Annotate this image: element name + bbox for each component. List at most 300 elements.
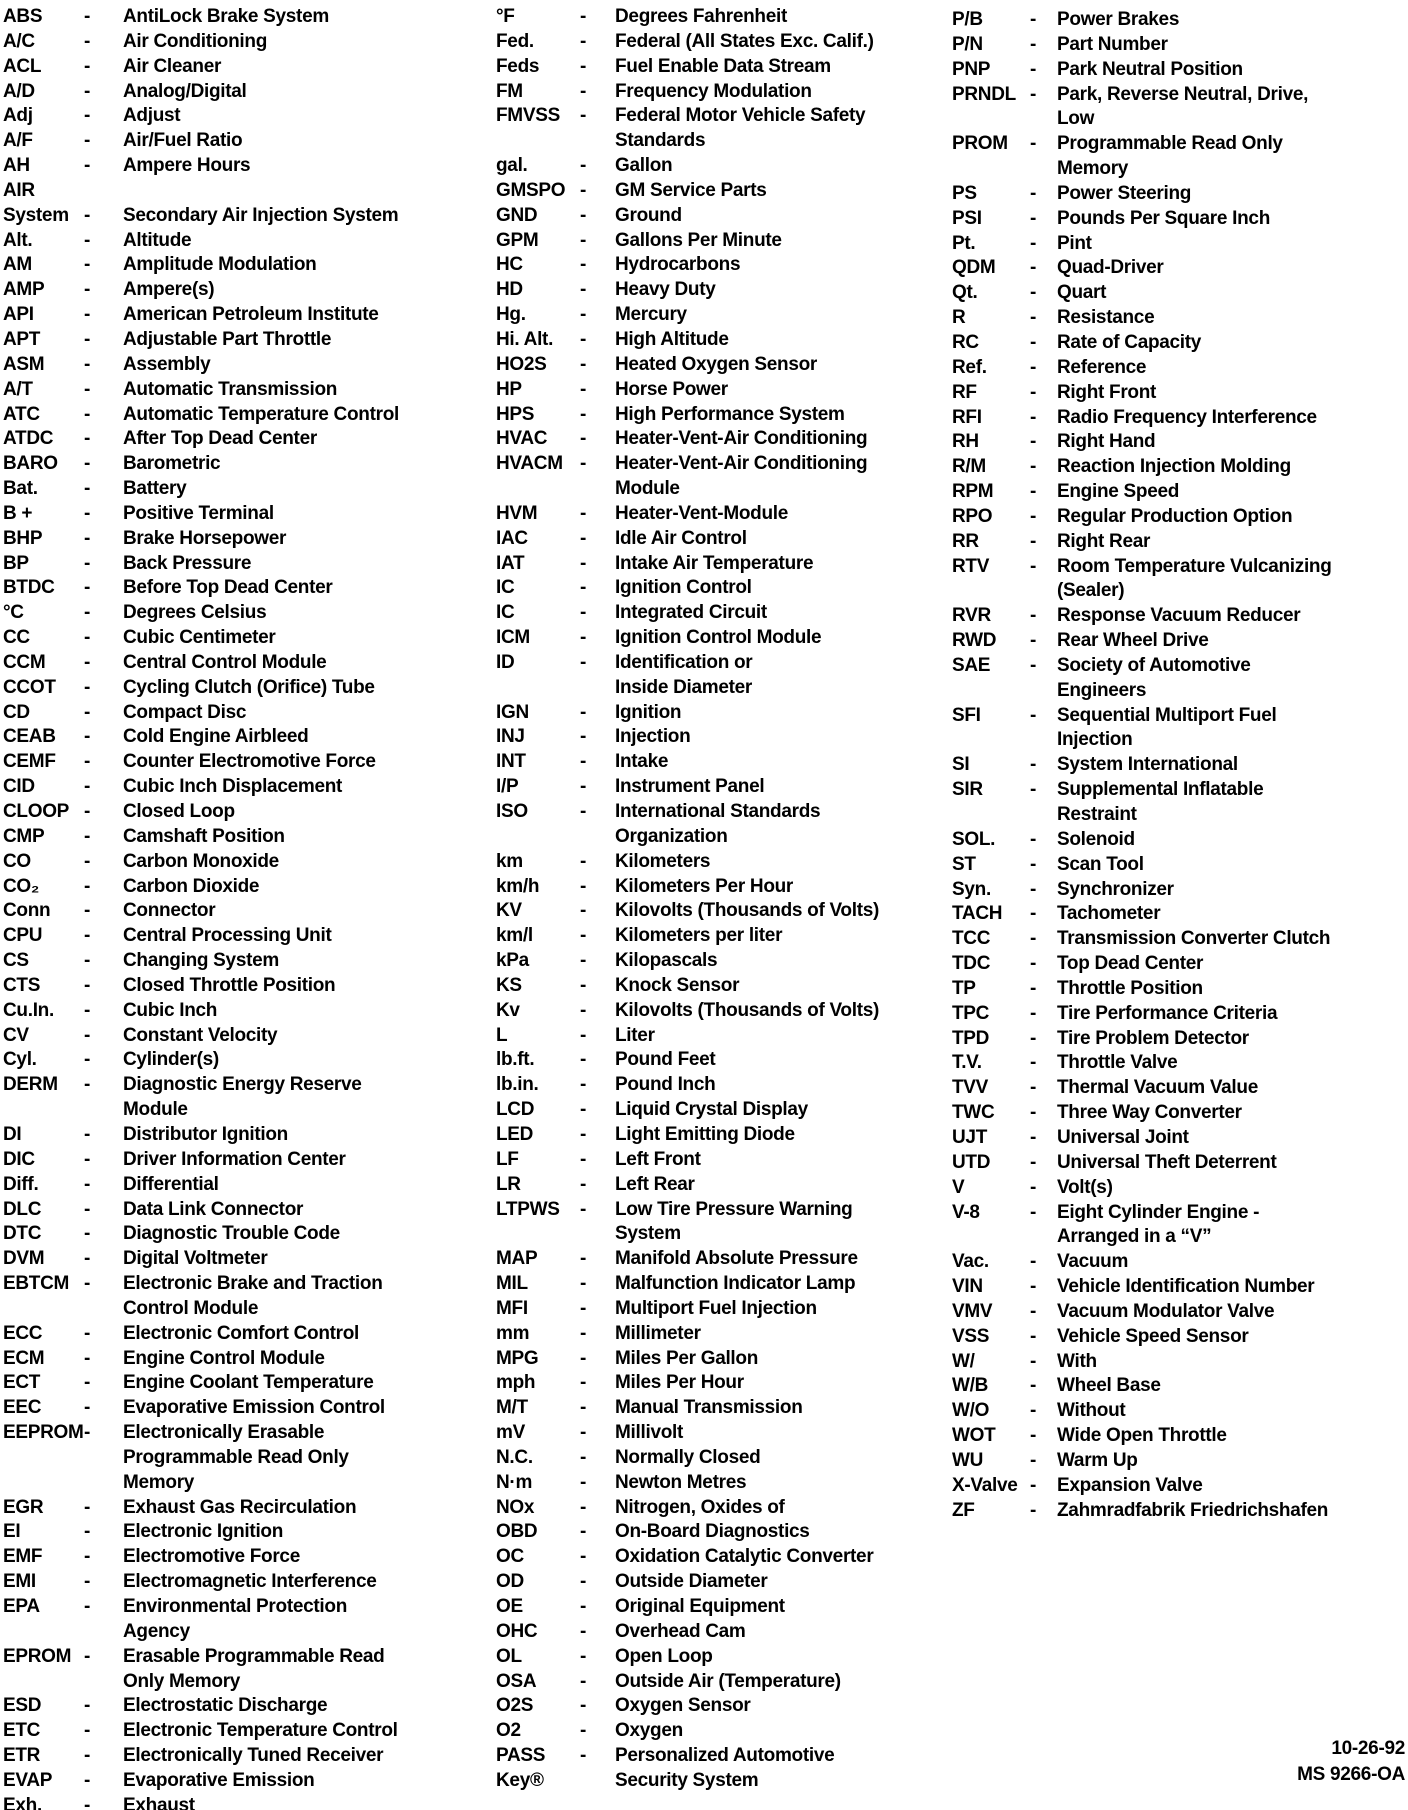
abbreviation-text: LED (496, 1123, 534, 1145)
dash-separator: - (1030, 207, 1037, 229)
definition-line: Counter Electromotive Force (123, 751, 376, 773)
definition-line: Heated Oxygen Sensor (615, 353, 818, 375)
abbreviation-text: R (952, 307, 966, 329)
abbreviation (3, 378, 84, 403)
definition-line: Personalized Automotive (615, 1745, 835, 1767)
definition-line: Quart (1057, 282, 1107, 304)
abbreviation (496, 576, 580, 601)
definition (123, 601, 266, 626)
abbreviation (3, 999, 84, 1024)
definition (123, 999, 217, 1024)
abbreviation (952, 430, 1030, 455)
glossary-entry (3, 1048, 443, 1073)
glossary-entry (952, 753, 1408, 778)
dash-separator: - (84, 1049, 91, 1071)
glossary-entry (3, 154, 443, 179)
glossary-entry (952, 853, 1408, 878)
abbreviation (496, 1173, 580, 1198)
definition-line: Digital Voltmeter (123, 1248, 268, 1270)
definition-line: Pounds Per Square Inch (1057, 207, 1271, 229)
abbreviation-text: ZF (952, 1499, 975, 1521)
glossary-entry (952, 1275, 1408, 1300)
glossary-entry (3, 999, 443, 1024)
abbreviation (3, 1347, 84, 1372)
definition (1057, 1002, 1277, 1027)
glossary-entry (496, 701, 946, 726)
glossary-entry (496, 800, 946, 850)
abbreviation-text: CV (3, 1024, 29, 1046)
abbreviation (3, 1123, 84, 1148)
glossary-entry (496, 949, 946, 974)
glossary-entry (3, 1222, 443, 1247)
abbreviation (952, 629, 1030, 654)
abbreviation (496, 552, 580, 577)
dash-separator: - (580, 155, 587, 177)
abbreviation (3, 328, 84, 353)
abbreviation (952, 505, 1030, 530)
definition-line: Heater-Vent-Module (615, 502, 789, 524)
definition (123, 1595, 347, 1645)
glossary-entry (3, 129, 443, 154)
glossary-entry (496, 899, 946, 924)
dash-separator: - (1030, 481, 1037, 503)
definition-line: Degrees Fahrenheit (615, 6, 787, 27)
abbreviation (496, 1620, 580, 1645)
dash-separator: - (580, 602, 587, 624)
abbreviation (3, 104, 84, 129)
abbreviation (3, 1545, 84, 1570)
definition-line: Tire Problem Detector (1057, 1027, 1249, 1049)
glossary-entry (3, 775, 443, 800)
abbreviation-text: GND (496, 204, 538, 226)
definition-line: Open Loop (615, 1645, 713, 1667)
abbreviation (496, 104, 580, 129)
glossary-entry (496, 1620, 946, 1645)
glossary-entry (3, 651, 443, 676)
abbreviation (952, 232, 1030, 257)
definition (615, 1421, 683, 1446)
dash-separator: - (84, 105, 91, 127)
definition-line: Organization (615, 825, 728, 847)
abbreviation-text: TDC (952, 953, 991, 975)
abbreviation-text: OBD (496, 1521, 538, 1543)
definition-line: Memory (123, 1471, 195, 1493)
glossary-entry (952, 1424, 1408, 1449)
abbreviation-text: Fed. (496, 30, 534, 52)
abbreviation-text: T.V. (952, 1052, 982, 1074)
definition (123, 129, 242, 154)
footer-doc-code: MS 9266-OA (1297, 1764, 1405, 1785)
abbreviation (3, 1645, 84, 1670)
glossary-entry (3, 502, 443, 527)
definition-line: Agency (123, 1620, 190, 1642)
abbreviation (496, 875, 580, 900)
abbreviation (3, 353, 84, 378)
definition-line: Intake (615, 751, 669, 773)
abbreviation (952, 1250, 1030, 1275)
abbreviation-text: CID (3, 776, 35, 798)
abbreviation (3, 725, 84, 750)
abbreviation (3, 1520, 84, 1545)
dash-separator: - (580, 254, 587, 276)
abbreviation-text: A/T (3, 378, 33, 400)
glossary-entry (496, 1073, 946, 1098)
definition (1057, 1151, 1277, 1176)
abbreviation-text: PRNDL (952, 83, 1016, 105)
definition-line: Left Front (615, 1148, 701, 1170)
abbreviation-text: OC (496, 1546, 524, 1568)
definition-line: Solenoid (1057, 828, 1135, 850)
definition-line: Multiport Fuel Injection (615, 1297, 817, 1319)
glossary-entry (3, 1148, 443, 1173)
definition (615, 924, 782, 949)
definition-line: Gallon (615, 155, 673, 177)
dash-separator: - (580, 726, 587, 748)
abbreviation (496, 1496, 580, 1521)
definition-line: Standards (615, 130, 706, 152)
glossary-entry (952, 1027, 1408, 1052)
dash-separator: - (580, 627, 587, 649)
definition-line: Intake Air Temperature (615, 552, 814, 574)
glossary-entry (3, 676, 443, 701)
abbreviation-text: Exh. (3, 1794, 42, 1810)
definition (615, 1173, 695, 1198)
abbreviation-text: ECC (3, 1322, 43, 1344)
dash-separator: - (580, 1446, 587, 1468)
glossary-entry (3, 1694, 443, 1719)
abbreviation-text: PROM (952, 133, 1008, 155)
abbreviation (496, 30, 580, 55)
abbreviation (496, 601, 580, 626)
abbreviation-text: HP (496, 378, 522, 400)
definition-line: Kilometers (615, 850, 711, 872)
definition-line: Kilometers Per Hour (615, 875, 794, 897)
definition (615, 1595, 785, 1620)
dash-separator: - (84, 1794, 91, 1810)
definition-line: Air/Fuel Ratio (123, 130, 243, 152)
abbreviation (496, 1048, 580, 1073)
abbreviation-text: CS (3, 950, 29, 972)
abbreviation-text: °F (496, 6, 515, 27)
abbreviation-text: IAT (496, 552, 525, 574)
abbreviation (952, 480, 1030, 505)
abbreviation (3, 899, 84, 924)
abbreviation (496, 1471, 580, 1496)
abbreviation-text: KV (496, 900, 522, 922)
definition (615, 750, 668, 775)
definition-line: Ampere(s) (123, 279, 215, 301)
definition-line: Idle Air Control (615, 527, 747, 549)
abbreviation (952, 58, 1030, 83)
glossary-entry (952, 356, 1408, 381)
abbreviation-text: A/D (3, 80, 35, 102)
definition-line: Assembly (123, 353, 211, 375)
definition (123, 974, 335, 999)
abbreviation (952, 1275, 1030, 1300)
glossary-entry (496, 30, 946, 55)
definition (1057, 1350, 1097, 1375)
abbreviation-text: BTDC (3, 577, 55, 599)
abbreviation (3, 403, 84, 428)
dash-separator: - (84, 353, 91, 375)
definition-line: Right Hand (1057, 431, 1156, 453)
glossary-entry (3, 825, 443, 850)
definition-line: Fuel Enable Data Stream (615, 55, 831, 77)
dash-separator: - (84, 1173, 91, 1195)
definition-line: American Petroleum Institute (123, 304, 379, 326)
definition (123, 353, 210, 378)
glossary-entry (496, 427, 946, 452)
abbreviation (496, 452, 580, 477)
abbreviation-text: DTC (3, 1223, 42, 1245)
abbreviation-text: CCOT (3, 676, 56, 698)
abbreviation-text: Vac. (952, 1251, 989, 1273)
dash-separator: - (1030, 555, 1037, 577)
abbreviation (3, 800, 84, 825)
abbreviation-text: O2 (496, 1720, 521, 1742)
definition (615, 1396, 803, 1421)
abbreviation-text: VMV (952, 1300, 993, 1322)
definition (123, 527, 286, 552)
glossary-entry (952, 8, 1408, 33)
definition (123, 1421, 349, 1496)
definition-line: Mercury (615, 304, 687, 326)
definition (615, 229, 782, 254)
dash-separator: - (1030, 953, 1037, 975)
abbreviation (496, 800, 580, 825)
definition-line: Ignition Control Module (615, 627, 822, 649)
dash-separator: - (1030, 1151, 1037, 1173)
glossary-entry (496, 1371, 946, 1396)
glossary-entry (496, 576, 946, 601)
abbreviation (496, 204, 580, 229)
definition-line: Cubic Centimeter (123, 627, 276, 649)
abbreviation-text: L (496, 1024, 508, 1046)
dash-separator: - (1030, 779, 1037, 801)
definition (615, 601, 767, 626)
abbreviation (496, 229, 580, 254)
abbreviation (952, 1325, 1030, 1350)
dash-separator: - (580, 1173, 587, 1195)
definition (123, 378, 337, 403)
definition-line: Society of Automotive (1057, 654, 1251, 676)
definition-line: Right Front (1057, 381, 1157, 403)
definition (123, 1123, 288, 1148)
definition-line: Newton Metres (615, 1471, 747, 1493)
dash-separator: - (84, 627, 91, 649)
abbreviation-text: Feds (496, 55, 540, 77)
definition (1057, 132, 1283, 182)
definition-line: Power Steering (1057, 182, 1192, 204)
abbreviation-text: TCC (952, 928, 991, 950)
glossary-entry (952, 902, 1408, 927)
definition-line: Knock Sensor (615, 974, 740, 996)
dash-separator: - (580, 1099, 587, 1121)
glossary-entry (3, 1396, 443, 1421)
glossary-entry (3, 477, 443, 502)
glossary-entry (3, 949, 443, 974)
definition (123, 1719, 398, 1744)
abbreviation (496, 1347, 580, 1372)
definition (123, 229, 191, 254)
definition (1057, 1325, 1248, 1350)
definition (123, 154, 250, 179)
definition (123, 1247, 267, 1272)
abbreviation (3, 1744, 84, 1769)
abbreviation-text: Cyl. (3, 1049, 37, 1071)
abbreviation (952, 1051, 1030, 1076)
definition-line: Differential (123, 1173, 219, 1195)
abbreviation (3, 1272, 84, 1297)
glossary-entry (3, 229, 443, 254)
abbreviation (3, 179, 84, 204)
abbreviation (952, 306, 1030, 331)
abbreviation-text: Alt. (3, 229, 33, 251)
abbreviation-text: PASS (496, 1745, 546, 1767)
definition-line: Light Emitting Diode (615, 1123, 795, 1145)
definition-line: Driver Information Center (123, 1148, 346, 1170)
glossary-entry (496, 1024, 946, 1049)
abbreviation (3, 552, 84, 577)
definition-line: GM Service Parts (615, 179, 767, 201)
definition-line: Universal Theft Deterrent (1057, 1151, 1277, 1173)
definition (615, 403, 845, 428)
glossary-entry (3, 1421, 443, 1496)
glossary-entry (3, 1545, 443, 1570)
definition-line: Vehicle Speed Sensor (1057, 1325, 1249, 1347)
dash-separator: - (1030, 1350, 1037, 1372)
abbreviation (952, 927, 1030, 952)
abbreviation (3, 1073, 84, 1098)
glossary-entry (496, 154, 946, 179)
abbreviation-text: M/T (496, 1397, 528, 1419)
abbreviation (952, 207, 1030, 232)
definition (123, 1024, 277, 1049)
abbreviation (3, 204, 84, 229)
definition-line: Automatic Transmission (123, 378, 338, 400)
abbreviation-text: V-8 (952, 1201, 980, 1223)
abbreviation-text: lb.in. (496, 1074, 539, 1096)
dash-separator: - (580, 55, 587, 77)
abbreviation-text: LF (496, 1148, 519, 1170)
dash-separator: - (1030, 381, 1037, 403)
abbreviation-text: AIR (3, 179, 35, 201)
dash-separator: - (580, 304, 587, 326)
definition (1057, 927, 1330, 952)
dash-separator: - (84, 328, 91, 350)
abbreviation (952, 902, 1030, 927)
glossary-entry (952, 629, 1408, 654)
definition (615, 1744, 834, 1794)
definition (123, 502, 274, 527)
abbreviation (496, 725, 580, 750)
definition-line: Analog/Digital (123, 80, 247, 102)
definition-line: Universal Joint (1057, 1126, 1189, 1148)
definition (615, 875, 793, 900)
definition-line: Ground (615, 204, 682, 226)
definition-line: Oxygen Sensor (615, 1695, 751, 1717)
abbreviation-text: HVACM (496, 453, 563, 475)
abbreviation (952, 1374, 1030, 1399)
definition-line: Kilopascals (615, 950, 718, 972)
definition (1057, 281, 1106, 306)
glossary-entry (496, 328, 946, 353)
glossary-column-2 (496, 0, 946, 1794)
glossary-entry (496, 1347, 946, 1372)
abbreviation (952, 1151, 1030, 1176)
definition (1057, 1126, 1189, 1151)
abbreviation (3, 924, 84, 949)
definition-line: Electronic Brake and Traction (123, 1273, 383, 1295)
abbreviation (952, 1201, 1030, 1226)
definition (123, 576, 332, 601)
abbreviation (496, 1371, 580, 1396)
abbreviation (496, 1421, 580, 1446)
definition (1057, 1101, 1242, 1126)
definition (615, 1024, 655, 1049)
abbreviation (952, 1076, 1030, 1101)
glossary-entry (496, 452, 946, 502)
definition (123, 775, 342, 800)
dash-separator: - (84, 1322, 91, 1344)
dash-separator: - (84, 1496, 91, 1518)
definition-line: Adjustable Part Throttle (123, 328, 332, 350)
abbreviation (496, 651, 580, 676)
definition-line: Memory (1057, 158, 1129, 180)
definition-line: Tire Performance Criteria (1057, 1002, 1278, 1024)
glossary-entry (952, 455, 1408, 480)
definition-line: Throttle Position (1057, 977, 1203, 999)
definition-line: Electromagnetic Interference (123, 1571, 377, 1593)
definition-line: Outside Diameter (615, 1571, 768, 1593)
definition-line: Central Control Module (123, 651, 327, 673)
definition-line: Back Pressure (123, 552, 252, 574)
glossary-entry (496, 1545, 946, 1570)
glossary-entry (496, 750, 946, 775)
dash-separator: - (1030, 1077, 1037, 1099)
glossary-entry (3, 179, 443, 204)
definition-line: Exhaust Gas Recirculation (123, 1496, 357, 1518)
abbreviation-text: CPU (3, 925, 43, 947)
glossary-entry (952, 1002, 1408, 1027)
definition (123, 1396, 385, 1421)
glossary-entry (3, 1247, 443, 1272)
definition (1057, 331, 1201, 356)
definition-line: Secondary Air Injection System (123, 204, 399, 226)
abbreviation-text: ISO (496, 801, 528, 822)
abbreviation-text: ATC (3, 403, 40, 425)
abbreviation-text: O2S (496, 1695, 534, 1717)
definition-line: Injection (1057, 729, 1133, 751)
definition-line: Programmable Read Only (1057, 133, 1283, 155)
dash-separator: - (1030, 704, 1037, 726)
dash-separator: - (580, 776, 587, 798)
definition (1057, 654, 1251, 704)
definition (123, 1048, 219, 1073)
glossary-entry (496, 725, 946, 750)
abbreviation-text: LR (496, 1173, 521, 1195)
glossary-entry (3, 403, 443, 428)
dash-separator: - (1030, 232, 1037, 254)
dash-separator: - (84, 428, 91, 450)
definition (615, 1645, 713, 1670)
definition-line: Pint (1057, 232, 1092, 254)
glossary-entry (952, 58, 1408, 83)
definition (123, 253, 316, 278)
abbreviation-text: EBTCM (3, 1273, 70, 1295)
dash-separator: - (84, 850, 91, 872)
abbreviation (952, 828, 1030, 853)
